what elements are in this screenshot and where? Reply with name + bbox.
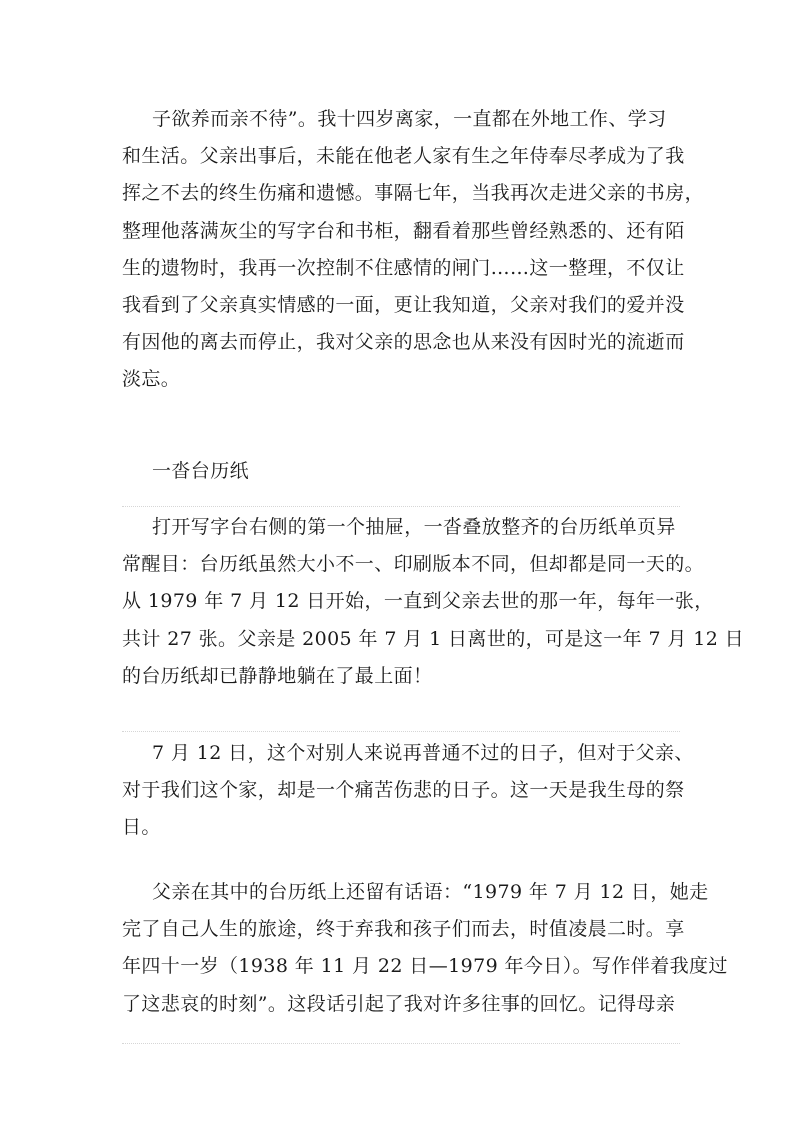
- text-line: 了这悲哀的时刻”。这段话引起了我对许多往事的回忆。记得母亲: [122, 992, 676, 1015]
- text-line: 从 1979 年 7 月 12 日开始，一直到父亲去世的那一年，每年一张，: [122, 590, 714, 613]
- text-line: 的台历纸却已静静地躺在了最上面！: [122, 664, 433, 687]
- dotted-separator: [122, 506, 680, 507]
- text-line: 挥之不去的终生伤痛和遗憾。事隔七年，当我再次走进父亲的书房，: [122, 182, 705, 205]
- paragraph-4: [122, 874, 728, 1023]
- text-line: 父亲在其中的台历纸上还留有话语：“1979 年 7 月 12 日，她走: [152, 881, 709, 903]
- dotted-separator: [122, 1043, 680, 1044]
- paragraph-2: [122, 509, 745, 695]
- text-line: 共计 27 张。父亲是 2005 年 7 月 1 日离世的，可是这一年 7 月 12 日: [122, 627, 745, 650]
- text-line: 常醒目：台历纸虽然大小不一、印刷版本不同，但却都是同一天的。: [122, 553, 705, 576]
- text-line: 对于我们这个家，却是一个痛苦伤悲的日子。这一天是我生母的祭: [122, 779, 685, 802]
- text-line: 日。: [122, 816, 161, 839]
- text-line: 子欲养而亲不待”。我十四岁离家，一直都在外地工作、学习: [152, 108, 667, 130]
- text-line: 整理他落满灰尘的写字台和书柜，翻看着那些曾经熟悉的、还有陌: [122, 219, 685, 242]
- section-heading: 一沓台历纸: [152, 460, 250, 482]
- text-line: 打开写字台右侧的第一个抽屉，一沓叠放整齐的台历纸单页异: [152, 516, 676, 538]
- text-line: 年四十一岁（1938 年 11 月 22 日—1979 年今日）。写作伴着我度过: [122, 955, 728, 978]
- paragraph-3: [122, 735, 692, 847]
- text-line: 有因他的离去而停止，我对父亲的思念也从来没有因时光的流逝而: [122, 331, 685, 354]
- paragraph-1: [122, 101, 705, 399]
- text-line: 淡忘。: [122, 368, 181, 391]
- text-line: 7 月 12 日，这个对别人来说再普通不过的日子，但对于父亲、: [152, 742, 694, 764]
- text-line: 完了自己人生的旅途，终于弃我和孩子们而去，时值凌晨二时。享: [122, 918, 685, 941]
- text-line: 和生活。父亲出事后，未能在他老人家有生之年侍奉尽孝成为了我: [122, 145, 685, 168]
- dotted-separator: [122, 731, 680, 732]
- text-line: 生的遗物时，我再一次控制不住感情的闸门……这一整理，不仅让: [122, 256, 685, 279]
- text-line: 我看到了父亲真实情感的一面，更让我知道，父亲对我们的爱并没: [122, 294, 685, 317]
